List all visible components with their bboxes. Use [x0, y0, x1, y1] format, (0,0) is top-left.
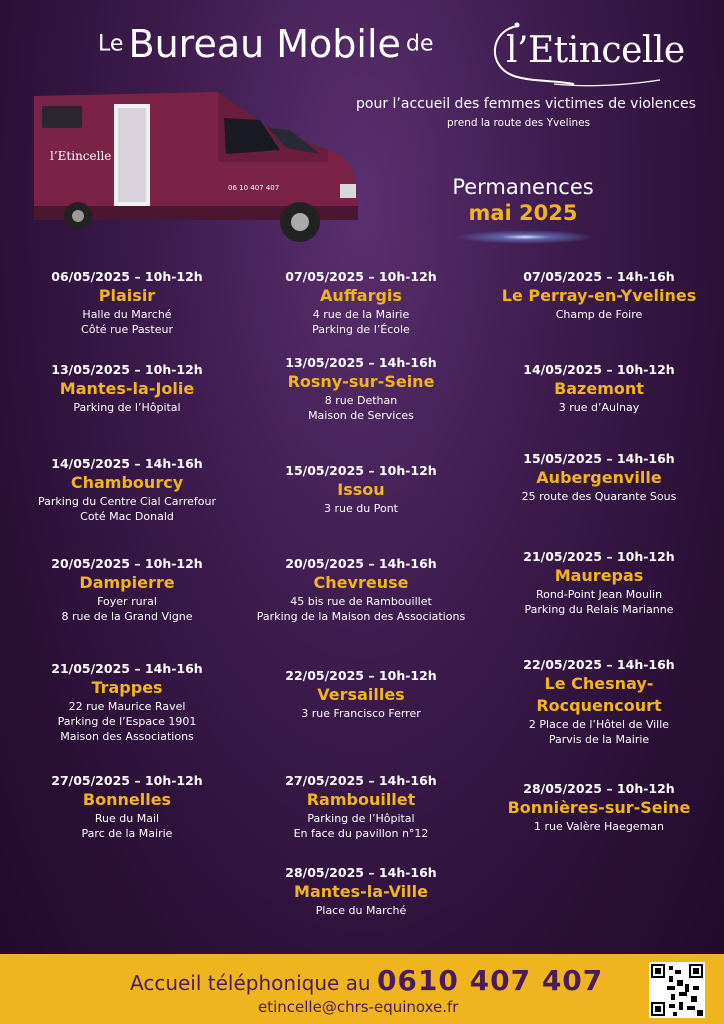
event-city: Auffargis [320, 286, 402, 305]
event-bonnelles [11, 772, 243, 841]
event-aubergenville [483, 450, 715, 504]
event-address: Parking de l’Hôpital [73, 401, 181, 414]
event-address: Halle du Marché [82, 308, 172, 321]
event-city: Issou [337, 480, 385, 499]
event-address: 8 rue Dethan [324, 394, 398, 407]
event-city: Bazemont [554, 379, 644, 398]
event-address: Parking du Centre Cial Carrefour [38, 495, 216, 508]
event-date: 15/05/2025 – 14h-16h [523, 451, 675, 466]
mobile-van-image [28, 88, 368, 258]
event-date: 22/05/2025 – 14h-16h [523, 657, 675, 672]
qr-code-icon[interactable] [649, 962, 705, 1018]
event-city: Mantes-la-Ville [294, 882, 428, 901]
event-address: 25 route des Quarante Sous [521, 490, 677, 503]
permanences-month: mai 2025 [468, 201, 578, 225]
event-address: Parking du Relais Marianne [524, 603, 674, 616]
event-date: 06/05/2025 – 10h-12h [51, 269, 203, 284]
email-link[interactable]: etincelle@chrs-equinoxe.fr [258, 998, 459, 1016]
event-rambouillet [245, 772, 477, 841]
event-city: Chevreuse [313, 573, 409, 592]
event-date: 13/05/2025 – 14h-16h [285, 355, 437, 370]
event-date: 13/05/2025 – 10h-12h [51, 362, 203, 377]
event-date: 21/05/2025 – 10h-12h [523, 549, 675, 564]
event-maurepas [483, 548, 715, 617]
event-address: 22 rue Maurice Ravel [68, 700, 186, 713]
event-city: Mantes-la-Jolie [59, 379, 195, 398]
contact-footer [0, 954, 724, 1024]
event-mantes-la-ville [245, 864, 477, 918]
event-city: Plaisir [98, 286, 156, 305]
event-auffargis [245, 268, 477, 337]
event-city: Le Chesnay- Rocquencourt [536, 674, 662, 715]
event-address: 8 rue de la Grand Vigne [61, 610, 193, 623]
event-date: 07/05/2025 – 14h-16h [523, 269, 675, 284]
event-trappes [11, 660, 243, 744]
event-date: 21/05/2025 – 14h-16h [51, 661, 203, 676]
event-address: Maison de Services [308, 409, 414, 422]
event-address: Parc de la Mairie [81, 827, 173, 840]
event-date: 20/05/2025 – 10h-12h [51, 556, 203, 571]
phone-number[interactable]: 0610 407 407 [376, 964, 604, 997]
logo-text: l’Etincelle [506, 30, 685, 71]
event-bonnieres-sur-seine [483, 780, 715, 834]
event-date: 14/05/2025 – 10h-12h [523, 362, 675, 377]
page-title [98, 22, 434, 66]
event-date: 28/05/2025 – 14h-16h [285, 865, 437, 880]
event-rosny-sur-seine [245, 354, 477, 423]
event-address: 45 bis rue de Rambouillet [290, 595, 432, 608]
event-date: 07/05/2025 – 10h-12h [285, 269, 437, 284]
event-bazemont [483, 361, 715, 415]
van-phone: 06 10 407 407 [228, 184, 280, 192]
event-plaisir [11, 268, 243, 337]
event-city: Trappes [91, 678, 163, 697]
event-le-chesnay [483, 656, 715, 747]
event-versailles [245, 667, 477, 721]
event-chevreuse [245, 555, 477, 624]
event-address: 3 rue du Pont [324, 502, 398, 515]
event-dampierre [11, 555, 243, 624]
event-address: Foyer rural [97, 595, 157, 608]
event-address: Coté Mac Donald [80, 510, 174, 523]
event-address: Côté rue Pasteur [81, 323, 173, 336]
event-city: Chambourcy [70, 473, 184, 492]
permanences-label: Permanences [452, 175, 594, 199]
event-city: Rambouillet [306, 790, 416, 809]
title-main: Bureau Mobile [128, 22, 401, 66]
event-date: 15/05/2025 – 10h-12h [285, 463, 437, 478]
van-logo-text: l’Etincelle [50, 149, 112, 163]
event-address: 4 rue de la Mairie [312, 308, 410, 321]
event-address: En face du pavillon n°12 [293, 827, 429, 840]
event-address: 1 rue Valère Haegeman [534, 820, 664, 833]
event-address: Parking de l’Espace 1901 [57, 715, 197, 728]
subtitle: pour l’accueil des femmes victimes de violences [356, 96, 696, 112]
subtitle-route: prend la route des Yvelines [447, 117, 591, 129]
event-date: 14/05/2025 – 14h-16h [51, 456, 203, 471]
event-date: 27/05/2025 – 10h-12h [51, 773, 203, 788]
event-city: Bonnelles [82, 790, 172, 809]
event-address: Rond-Point Jean Moulin [535, 588, 663, 601]
event-address: Champ de Foire [555, 308, 643, 321]
event-address: Parvis de la Mairie [548, 733, 650, 746]
permanences-heading [448, 175, 598, 225]
event-city: Versailles [317, 685, 405, 704]
etincelle-logo [484, 14, 685, 92]
event-chambourcy [11, 455, 243, 524]
event-address: Parking de l’École [312, 323, 410, 336]
light-glow [455, 230, 595, 244]
title-de: de [406, 31, 434, 57]
event-mantes-la-jolie [11, 361, 243, 415]
event-address: 3 rue d’Aulnay [558, 401, 640, 414]
phone-label: Accueil téléphonique au [130, 971, 371, 995]
title-le: Le [98, 31, 124, 57]
event-address: Rue du Mail [94, 812, 160, 825]
event-city: Dampierre [79, 573, 175, 592]
event-city: Le Perray-en-Yvelines [501, 286, 697, 305]
event-date: 22/05/2025 – 10h-12h [285, 668, 437, 683]
phone-line [130, 964, 603, 997]
event-le-perray [483, 268, 715, 322]
event-date: 20/05/2025 – 14h-16h [285, 556, 437, 571]
event-issou [245, 462, 477, 516]
event-city: Maurepas [554, 566, 644, 585]
event-date: 28/05/2025 – 10h-12h [523, 781, 675, 796]
event-address: Place du Marché [315, 904, 407, 917]
event-address: 3 rue Francisco Ferrer [301, 707, 421, 720]
event-address: 2 Place de l’Hôtel de Ville [528, 718, 670, 731]
event-city: Bonnières-sur-Seine [507, 798, 691, 817]
event-date: 27/05/2025 – 14h-16h [285, 773, 437, 788]
event-city: Aubergenville [536, 468, 662, 487]
event-address: Maison des Associations [60, 730, 194, 743]
event-address: Parking de la Maison des Associations [256, 610, 466, 623]
event-city: Rosny-sur-Seine [287, 372, 435, 391]
event-address: Parking de l’Hôpital [307, 812, 415, 825]
